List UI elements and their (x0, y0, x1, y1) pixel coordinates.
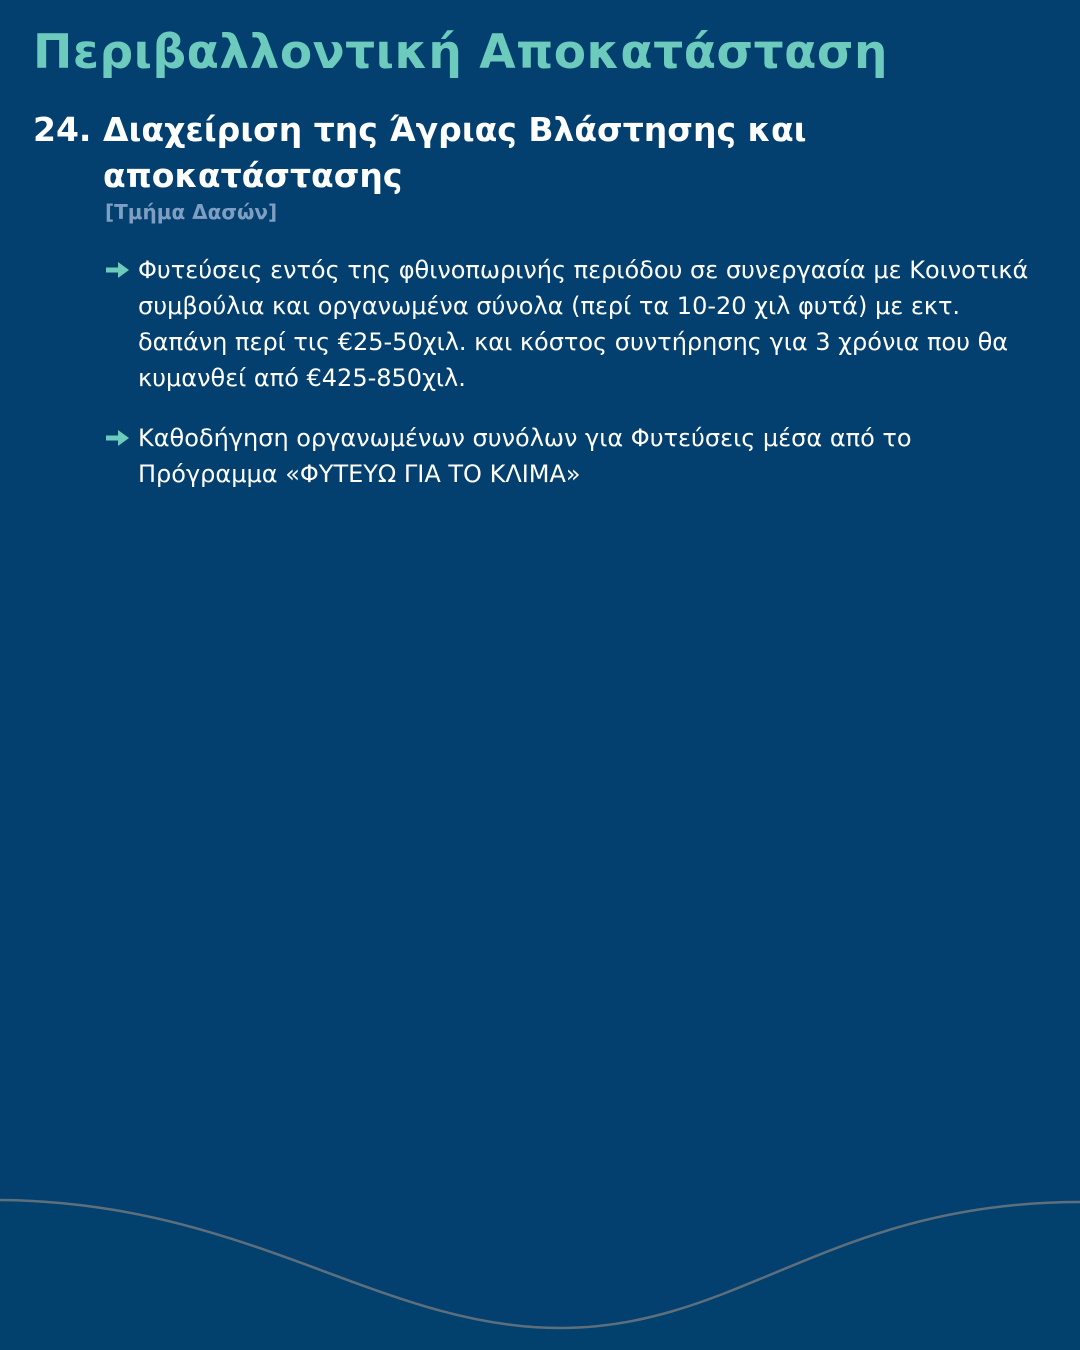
item-number: 24. (33, 110, 92, 149)
section-title: Περιβαλλοντική Αποκατάσταση (33, 25, 888, 80)
department-label: [Τμήμα Δασών] (105, 200, 278, 224)
bullet-list (104, 252, 1044, 516)
arrow-right-icon (104, 427, 132, 449)
bullet-item (104, 252, 1044, 396)
heading-line-1: Διαχείριση της Άγριας Βλάστησης και (103, 110, 807, 149)
bullet-text: Καθοδήγηση οργανωμένων συνόλων για Φυτεύσεις μέσα από το Πρόγραμμα «ΦΥΤΕΥΩ ΓΙΑ ΤΟ ΚΛΙΜΑ» (138, 424, 912, 488)
decorative-wave (0, 1190, 1080, 1350)
bullet-item (104, 420, 1044, 492)
bullet-text: Φυτεύσεις εντός της φθινοπωρινής περιόδου σε συνεργασία με Κοινοτικά συμβούλια και οργανωμένα σύνολα (περί τα 10-20 χιλ φυτά) με εκτ. δαπάνη περί τις €25-50χιλ. και κόστος συντήρησης για 3 χρόνια που θα κυμανθεί από €425-850χιλ. (138, 256, 1029, 392)
arrow-right-icon (104, 259, 132, 281)
heading-line-2: αποκατάστασης (103, 156, 403, 195)
item-heading (33, 107, 1033, 199)
